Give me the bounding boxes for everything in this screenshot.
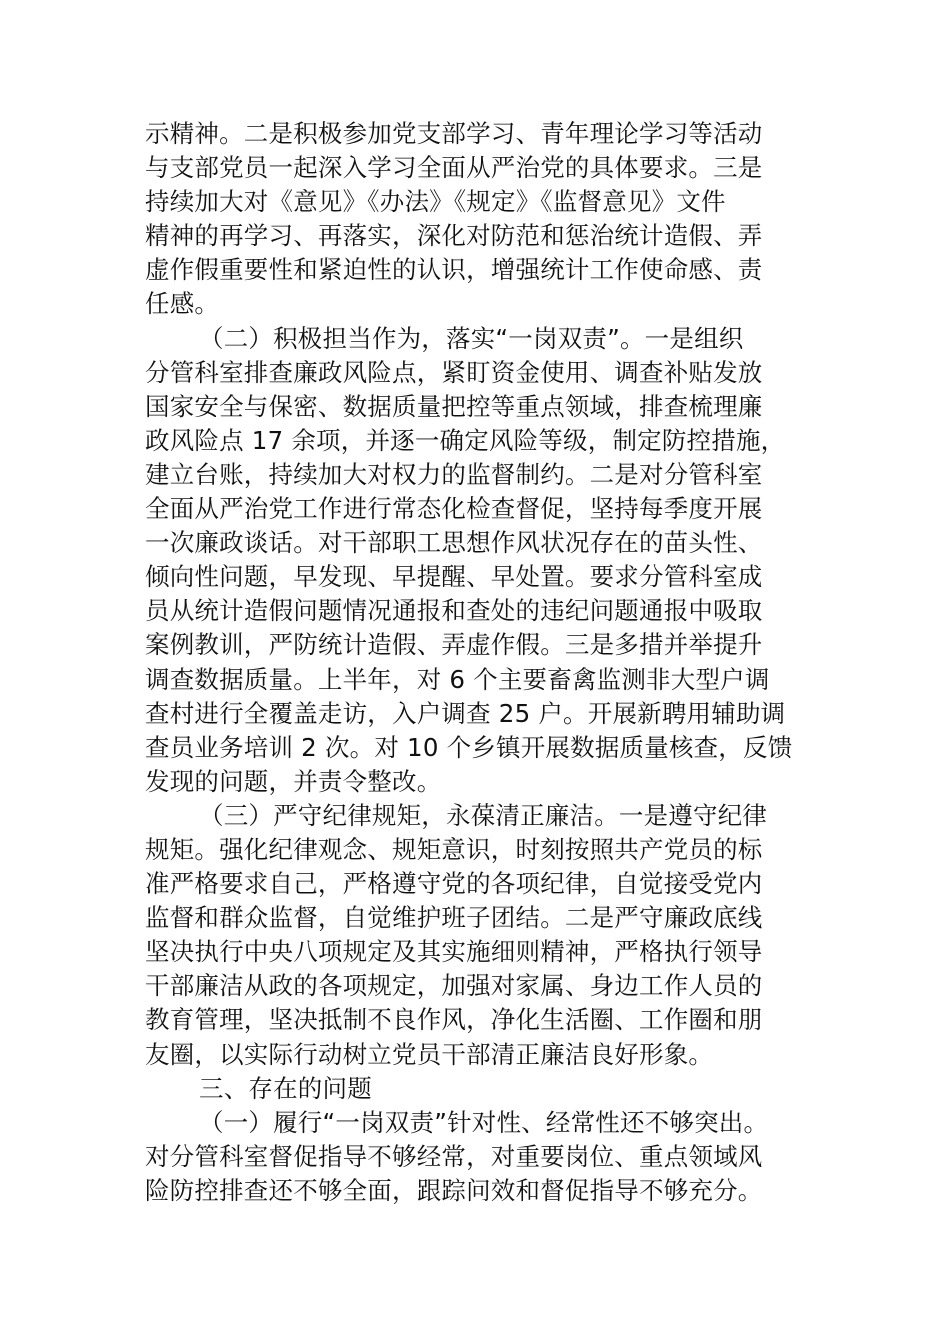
text-line: 全面从严治党工作进行常态化检查督促，坚持每季度开展 [145,494,763,524]
text-line: （二）积极担当作为，落实“一岗双责”。一是组织 [199,323,744,353]
text-line: 政风险点 17 余项，并逐一确定风险等级，制定防控措施， [145,425,786,455]
text-line: 倾向性问题，早发现、早提醒、早处置。要求分管科室成 [145,562,763,592]
text-line: 虚作假重要性和紧迫性的认识，增强统计工作使命感、责 [145,255,763,285]
text-line: 任感。 [145,289,220,319]
text-line: 三、存在的问题 [199,1073,372,1103]
text-line: 建立台账，持续加大对权力的监督制约。二是对分管科室 [145,459,763,489]
text-line: 分管科室排查廉政风险点，紧盯资金使用、调查补贴发放 [145,357,763,387]
text-line: 一次廉政谈话。对干部职工思想作风状况存在的苗头性、 [145,528,763,558]
text-line: 准严格要求自己，严格遵守党的各项纪律，自觉接受党内 [145,869,763,899]
text-line: 案例教训，严防统计造假、弄虚作假。三是多措并举提升 [145,630,763,660]
text-line: 员从统计造假问题情况通报和查处的违纪问题通报中吸取 [145,596,763,626]
text-line: 与支部党员一起深入学习全面从严治党的具体要求。三是 [145,153,763,183]
text-line: （三）严守纪律规矩，永葆清正廉洁。一是遵守纪律 [199,800,768,830]
text-line: 查员业务培训 2 次。对 10 个乡镇开展数据质量核查，反馈 [145,732,793,762]
text-line: 持续加大对《意见》《办法》《规定》《监督意见》文件 [145,187,726,217]
text-line: 监督和群众监督，自觉维护班子团结。二是严守廉政底线 [145,903,763,933]
text-line: 规矩。强化纪律观念、规矩意识，时刻按照共产党员的标 [145,834,763,864]
text-line: 精神的再学习、再落实，深化对防范和惩治统计造假、弄 [145,221,763,251]
text-line: 坚决执行中央八项规定及其实施细则精神，严格执行领导 [145,937,763,967]
text-line: 查村进行全覆盖走访，入户调查 25 户。开展新聘用辅助调 [145,698,786,728]
text-line: 对分管科室督促指导不够经常，对重要岗位、重点领域风 [145,1141,763,1171]
text-line: 干部廉洁从政的各项规定，加强对家属、身边工作人员的 [145,971,763,1001]
text-line: 发现的问题，并责令整改。 [145,766,442,796]
text-line: 示精神。二是积极参加党支部学习、青年理论学习等活动 [145,119,763,148]
document-body [145,117,845,1208]
text-line: （一）履行“一岗双责”针对性、经常性还不够突出。 [199,1107,769,1137]
text-line: 调查数据质量。上半年，对 6 个主要畜禽监测非大型户调 [145,664,770,694]
text-line: 国家安全与保密、数据质量把控等重点领域，排查梳理廉 [145,391,763,421]
text-line: 友圈，以实际行动树立党员干部清正廉洁良好形象。 [145,1039,714,1069]
text-line: 险防控排查还不够全面，跟踪问效和督促指导不够充分。 [145,1175,763,1205]
text-line: 教育管理，坚决抵制不良作风，净化生活圈、工作圈和朋 [145,1005,763,1035]
